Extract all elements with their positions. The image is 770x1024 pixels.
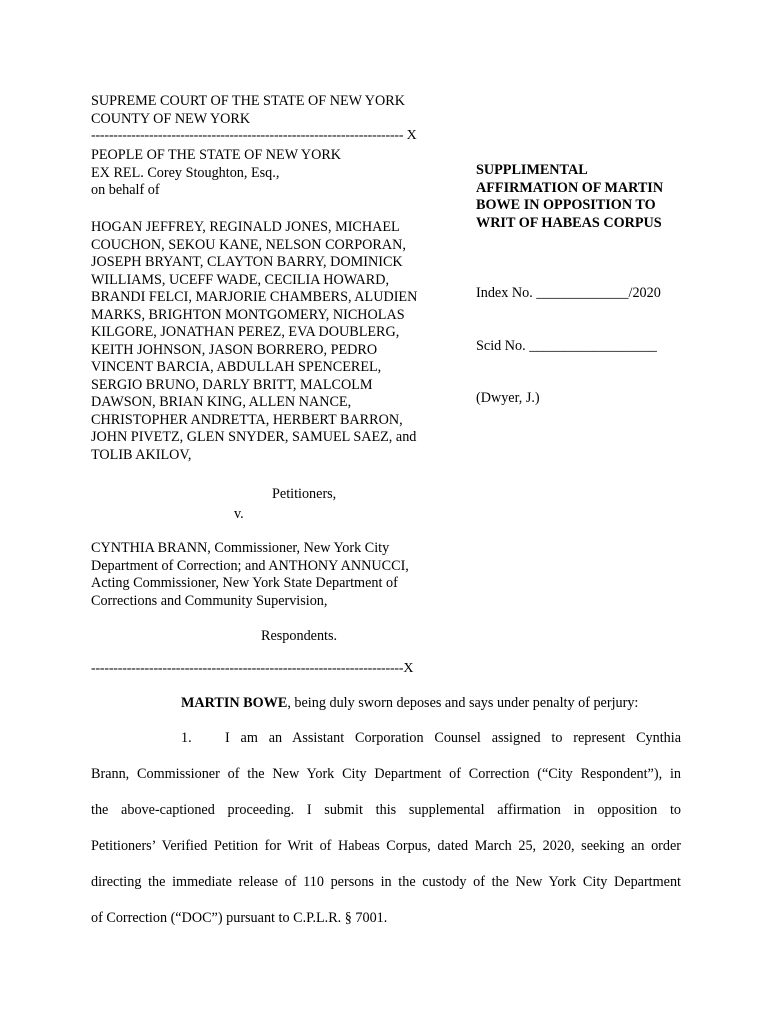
- paragraph-line: I am an Assistant Corporation Counsel assigned to represent Cynthia: [225, 730, 681, 746]
- versus-label: v.: [234, 506, 244, 522]
- petitioner-line: JOSEPH BRYANT, CLAYTON BARRY, DOMINICK: [91, 254, 403, 270]
- oath-statement: [181, 695, 638, 712]
- petitioner-line: KEITH JOHNSON, JASON BORRERO, PEDRO: [91, 341, 378, 358]
- respondent-line: Acting Commissioner, New York State Department of: [91, 575, 398, 591]
- petitioner-line: KILGORE, JONATHAN PEREZ, EVA DOUBLERG,: [91, 324, 400, 340]
- petitioner-line: COUCHON, SEKOU KANE, NELSON CORPORAN,: [91, 236, 406, 253]
- affiant-name: MARTIN BOWE: [181, 695, 288, 711]
- respondent-line: CYNTHIA BRANN, Commissioner, New York City: [91, 540, 390, 556]
- court-heading: [91, 93, 405, 128]
- index-block: [476, 250, 661, 443]
- title-line: WRIT OF HABEAS CORPUS: [476, 214, 662, 231]
- court-name: SUPREME COURT OF THE STATE OF NEW YORK: [91, 93, 405, 109]
- petitioner-line: VINCENT BARCIA, ABDULLAH SPENCEREL,: [91, 359, 382, 375]
- respondents-label: Respondents.: [261, 628, 338, 644]
- respondent-line: Department of Correction; and ANTHONY ANNUCCI,: [91, 557, 409, 574]
- caption-on-behalf: on behalf of: [91, 182, 160, 198]
- paragraph-number: 1.: [181, 730, 192, 746]
- petitioners-label: Petitioners,: [272, 486, 337, 502]
- caption-people: PEOPLE OF THE STATE OF NEW YORK: [91, 147, 342, 163]
- petitioner-line: BRANDI FELCI, MARJORIE CHAMBERS, ALUDIEN: [91, 289, 418, 305]
- petitioner-line: WILLIAMS, UCEFF WADE, CECILIA HOWARD,: [91, 271, 390, 288]
- petitioner-line: JOHN PIVETZ, GLEN SNYDER, SAMUEL SAEZ, and: [91, 429, 417, 445]
- document-title: [476, 162, 696, 232]
- petitioner-line: TOLIB AKILOV,: [91, 446, 192, 463]
- caption-rule-top: ---------------------------------------------------------------------- X: [91, 128, 417, 143]
- petitioner-line: MARKS, BRIGHTON MONTGOMERY, NICHOLAS: [91, 306, 405, 323]
- judge-name: (Dwyer, J.): [476, 390, 540, 406]
- oath-text: , being duly sworn deposes and says under penalty of perjury:: [287, 695, 639, 711]
- petitioner-line: DAWSON, BRIAN KING, ALLEN NANCE,: [91, 394, 352, 410]
- title-line: BOWE IN OPPOSITION TO: [476, 197, 656, 213]
- respondents-list: [91, 540, 451, 610]
- title-line: SUPPLIMENTAL: [476, 162, 588, 178]
- index-number: Index No. _____________/2020: [476, 285, 661, 301]
- county-name: COUNTY OF NEW YORK: [91, 110, 251, 127]
- petitioners-list: [91, 219, 451, 464]
- respondent-line: Corrections and Community Supervision,: [91, 592, 328, 609]
- scid-number: Scid No. __________________: [476, 337, 657, 354]
- petitioner-line: HOGAN JEFFREY, REGINALD JONES, MICHAEL: [91, 219, 400, 235]
- caption-rule-bottom: ----------------------------------------------------------------------X: [91, 661, 414, 676]
- petitioner-line: SERGIO BRUNO, DARLY BRITT, MALCOLM: [91, 376, 373, 393]
- paragraph-last-line: of Correction (“DOC”) pursuant to C.P.L.R. § 7001.: [91, 910, 388, 926]
- paragraph-line: Petitioners’ Verified Petition for Writ of Habeas Corpus, dated March 25, 2020, seeking an order: [91, 838, 681, 854]
- caption-people-block: [91, 147, 451, 200]
- caption-ex-rel: EX REL. Corey Stoughton, Esq.,: [91, 164, 280, 181]
- petitioner-line: CHRISTOPHER ANDRETTA, HERBERT BARRON,: [91, 411, 403, 428]
- paragraph-line: Brann, Commissioner of the New York City Department of Correction (“City Respondent”), in: [91, 766, 681, 782]
- title-line: AFFIRMATION OF MARTIN: [476, 179, 664, 196]
- paragraph-line: the above-captioned proceeding. I submit this supplemental affirmation in opposition to: [91, 802, 681, 818]
- paragraph-line: directing the immediate release of 110 persons in the custody of the New York City Department: [91, 874, 681, 890]
